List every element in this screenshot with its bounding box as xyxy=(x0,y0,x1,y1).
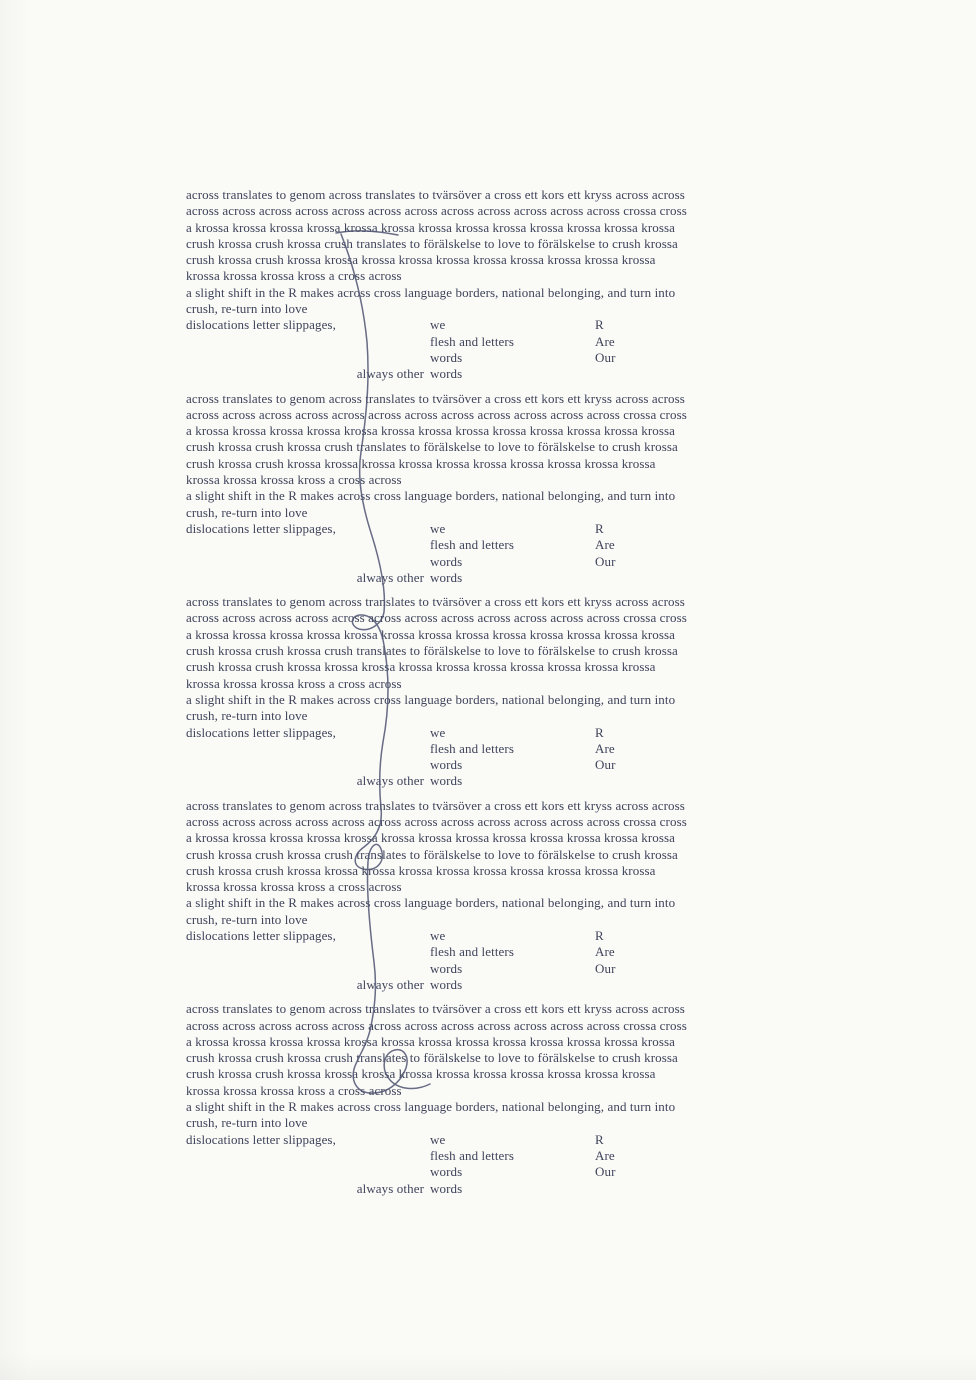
poem-stanza xyxy=(186,798,786,994)
stanza-line-5: crush krossa crush krossa krossa krossa krossa krossa krossa krossa krossa krossa krossa xyxy=(186,1066,656,1082)
stanza-line-2: across across across across across across across across across across across across crossa cross xyxy=(186,406,687,422)
column-mid-cell: we xyxy=(430,520,446,536)
stanza-line-8: crush, re-turn into love xyxy=(186,708,308,724)
poem-body xyxy=(186,187,786,1205)
column-mid-cell: we xyxy=(430,928,446,944)
column-mid-cell: words xyxy=(430,1180,463,1196)
column-right-cell: Are xyxy=(595,944,615,960)
column-left-cell: dislocations letter slippages, xyxy=(186,724,336,740)
stanza-line-6: krossa krossa krossa kross a cross across xyxy=(186,472,402,488)
stanza-line-1: across translates to genom across translates to tvärsöver a cross ett kors ett kryss across across xyxy=(186,1001,685,1017)
column-right-cell: Are xyxy=(595,333,615,349)
column-left-cell xyxy=(186,741,430,757)
stanza-line-4: crush krossa crush krossa crush translates to förälskelse to love to förälskelse to crush krossa xyxy=(186,1050,678,1066)
stanza-line-8: crush, re-turn into love xyxy=(186,1115,308,1131)
stanza-column-block xyxy=(186,317,786,382)
stanza-line-7: a slight shift in the R makes across cross language borders, national belonging, and turn into xyxy=(186,895,676,911)
column-left-cell xyxy=(186,537,430,553)
column-right-cell: Are xyxy=(595,537,615,553)
column-mid-cell: flesh and letters xyxy=(430,333,515,349)
column-left-cell: always other xyxy=(356,366,424,382)
stanza-line-4: crush krossa crush krossa crush translates to förälskelse to love to förälskelse to crush krossa xyxy=(186,439,678,455)
column-right-cell: Are xyxy=(595,740,615,756)
column-mid-cell: flesh and letters xyxy=(430,537,515,553)
stanza-line-6: krossa krossa krossa kross a cross across xyxy=(186,675,402,691)
stanza-line-7: a slight shift in the R makes across cross language borders, national belonging, and turn into xyxy=(186,691,676,707)
stanza-line-8: crush, re-turn into love xyxy=(186,301,308,317)
stanza-line-7: a slight shift in the R makes across cross language borders, national belonging, and turn into xyxy=(186,284,676,300)
column-mid-cell: words xyxy=(430,553,463,569)
stanza-column-block xyxy=(186,521,786,586)
column-left-cell: dislocations letter slippages, xyxy=(186,317,336,333)
column-mid-cell: flesh and letters xyxy=(430,740,515,756)
stanza-line-3: a krossa krossa krossa krossa krossa krossa krossa krossa krossa krossa krossa krossa krossa xyxy=(186,626,676,642)
stanza-line-5: crush krossa crush krossa krossa krossa krossa krossa krossa krossa krossa krossa krossa xyxy=(186,252,656,268)
column-mid-cell: words xyxy=(430,960,463,976)
column-right-cell: Are xyxy=(595,1147,615,1163)
column-left-cell: dislocations letter slippages, xyxy=(186,520,336,536)
column-left-cell: always other xyxy=(356,976,424,992)
column-mid-cell: words xyxy=(430,1164,463,1180)
column-left-cell xyxy=(186,334,430,350)
column-right-cell: R xyxy=(595,520,604,536)
stanza-line-8: crush, re-turn into love xyxy=(186,504,308,520)
column-left-cell: always other xyxy=(356,1180,424,1196)
stanza-line-2: across across across across across across across across across across across across crossa cross xyxy=(186,1017,687,1033)
stanza-line-5: crush krossa crush krossa krossa krossa krossa krossa krossa krossa krossa krossa krossa xyxy=(186,862,656,878)
poem-stanza xyxy=(186,1001,786,1197)
column-right-cell: Our xyxy=(595,553,616,569)
stanza-line-1: across translates to genom across translates to tvärsöver a cross ett kors ett kryss across across xyxy=(186,187,685,202)
stanza-line-8: crush, re-turn into love xyxy=(186,911,308,927)
stanza-line-3: a krossa krossa krossa krossa krossa krossa krossa krossa krossa krossa krossa krossa krossa xyxy=(186,1033,676,1049)
column-mid-cell: words xyxy=(430,976,463,992)
column-right-cell: R xyxy=(595,317,604,333)
column-left-cell xyxy=(186,350,430,366)
poem-stanza xyxy=(186,391,786,587)
column-left-cell xyxy=(186,554,430,570)
column-mid-cell: we xyxy=(430,724,446,740)
column-right-cell: Our xyxy=(595,960,616,976)
column-right-cell xyxy=(595,1181,786,1197)
stanza-line-5: crush krossa crush krossa krossa krossa krossa krossa krossa krossa krossa krossa krossa xyxy=(186,659,656,675)
stanza-column-block xyxy=(186,928,786,993)
column-left-cell: dislocations letter slippages, xyxy=(186,928,336,944)
column-left-cell xyxy=(186,961,430,977)
column-right-cell xyxy=(595,570,786,586)
stanza-line-4: crush krossa crush krossa crush translates to förälskelse to love to förälskelse to crush krossa xyxy=(186,235,678,251)
stanza-column-block xyxy=(186,725,786,790)
column-mid-cell: flesh and letters xyxy=(430,944,515,960)
stanza-line-2: across across across across across across across across across across across across crossa cross xyxy=(186,813,687,829)
column-left-cell xyxy=(186,757,430,773)
poem-stanza xyxy=(186,594,786,790)
column-left-cell: always other xyxy=(356,773,424,789)
column-right-cell: Our xyxy=(595,1164,616,1180)
column-mid-cell: flesh and letters xyxy=(430,1147,515,1163)
column-right-cell: Our xyxy=(595,757,616,773)
column-left-cell xyxy=(186,1164,430,1180)
stanza-line-4: crush krossa crush krossa crush translates to förälskelse to love to förälskelse to crush krossa xyxy=(186,643,678,659)
column-mid-cell: we xyxy=(430,317,446,333)
stanza-line-1: across translates to genom across translates to tvärsöver a cross ett kors ett kryss across across xyxy=(186,390,685,406)
column-left-cell: dislocations letter slippages, xyxy=(186,1131,336,1147)
column-mid-cell: words xyxy=(430,569,463,585)
stanza-line-6: krossa krossa krossa kross a cross across xyxy=(186,268,402,284)
stanza-line-3: a krossa krossa krossa krossa krossa krossa krossa krossa krossa krossa krossa krossa krossa xyxy=(186,423,676,439)
column-left-cell xyxy=(186,1148,430,1164)
column-right-cell: R xyxy=(595,724,604,740)
stanza-line-1: across translates to genom across translates to tvärsöver a cross ett kors ett kryss across across xyxy=(186,594,685,610)
stanza-line-2: across across across across across across across across across across across across crossa cross xyxy=(186,610,687,626)
stanza-line-7: a slight shift in the R makes across cross language borders, national belonging, and turn into xyxy=(186,1099,676,1115)
stanza-line-5: crush krossa crush krossa krossa krossa krossa krossa krossa krossa krossa krossa krossa xyxy=(186,455,656,471)
column-mid-cell: we xyxy=(430,1131,446,1147)
column-mid-cell: words xyxy=(430,349,463,365)
stanza-line-2: across across across across across across across across across across across across crossa cross xyxy=(186,203,687,219)
stanza-line-1: across translates to genom across translates to tvärsöver a cross ett kors ett kryss across across xyxy=(186,797,685,813)
column-mid-cell: words xyxy=(430,366,463,382)
stanza-line-4: crush krossa crush krossa crush translates to förälskelse to love to förälskelse to crush krossa xyxy=(186,846,678,862)
column-mid-cell: words xyxy=(430,773,463,789)
column-right-cell xyxy=(595,977,786,993)
column-right-cell xyxy=(595,773,786,789)
column-right-cell xyxy=(595,366,786,382)
column-right-cell: R xyxy=(595,928,604,944)
stanza-line-3: a krossa krossa krossa krossa krossa krossa krossa krossa krossa krossa krossa krossa krossa xyxy=(186,219,676,235)
stanza-column-block xyxy=(186,1132,786,1197)
column-right-cell: R xyxy=(595,1131,604,1147)
stanza-line-3: a krossa krossa krossa krossa krossa krossa krossa krossa krossa krossa krossa krossa krossa xyxy=(186,830,676,846)
column-right-cell: Our xyxy=(595,349,616,365)
stanza-line-6: krossa krossa krossa kross a cross across xyxy=(186,1082,402,1098)
stanza-line-6: krossa krossa krossa kross a cross across xyxy=(186,879,402,895)
column-left-cell: always other xyxy=(356,569,424,585)
poem-stanza xyxy=(186,187,786,383)
stanza-line-7: a slight shift in the R makes across cross language borders, national belonging, and turn into xyxy=(186,488,676,504)
column-mid-cell: words xyxy=(430,757,463,773)
column-left-cell xyxy=(186,944,430,960)
